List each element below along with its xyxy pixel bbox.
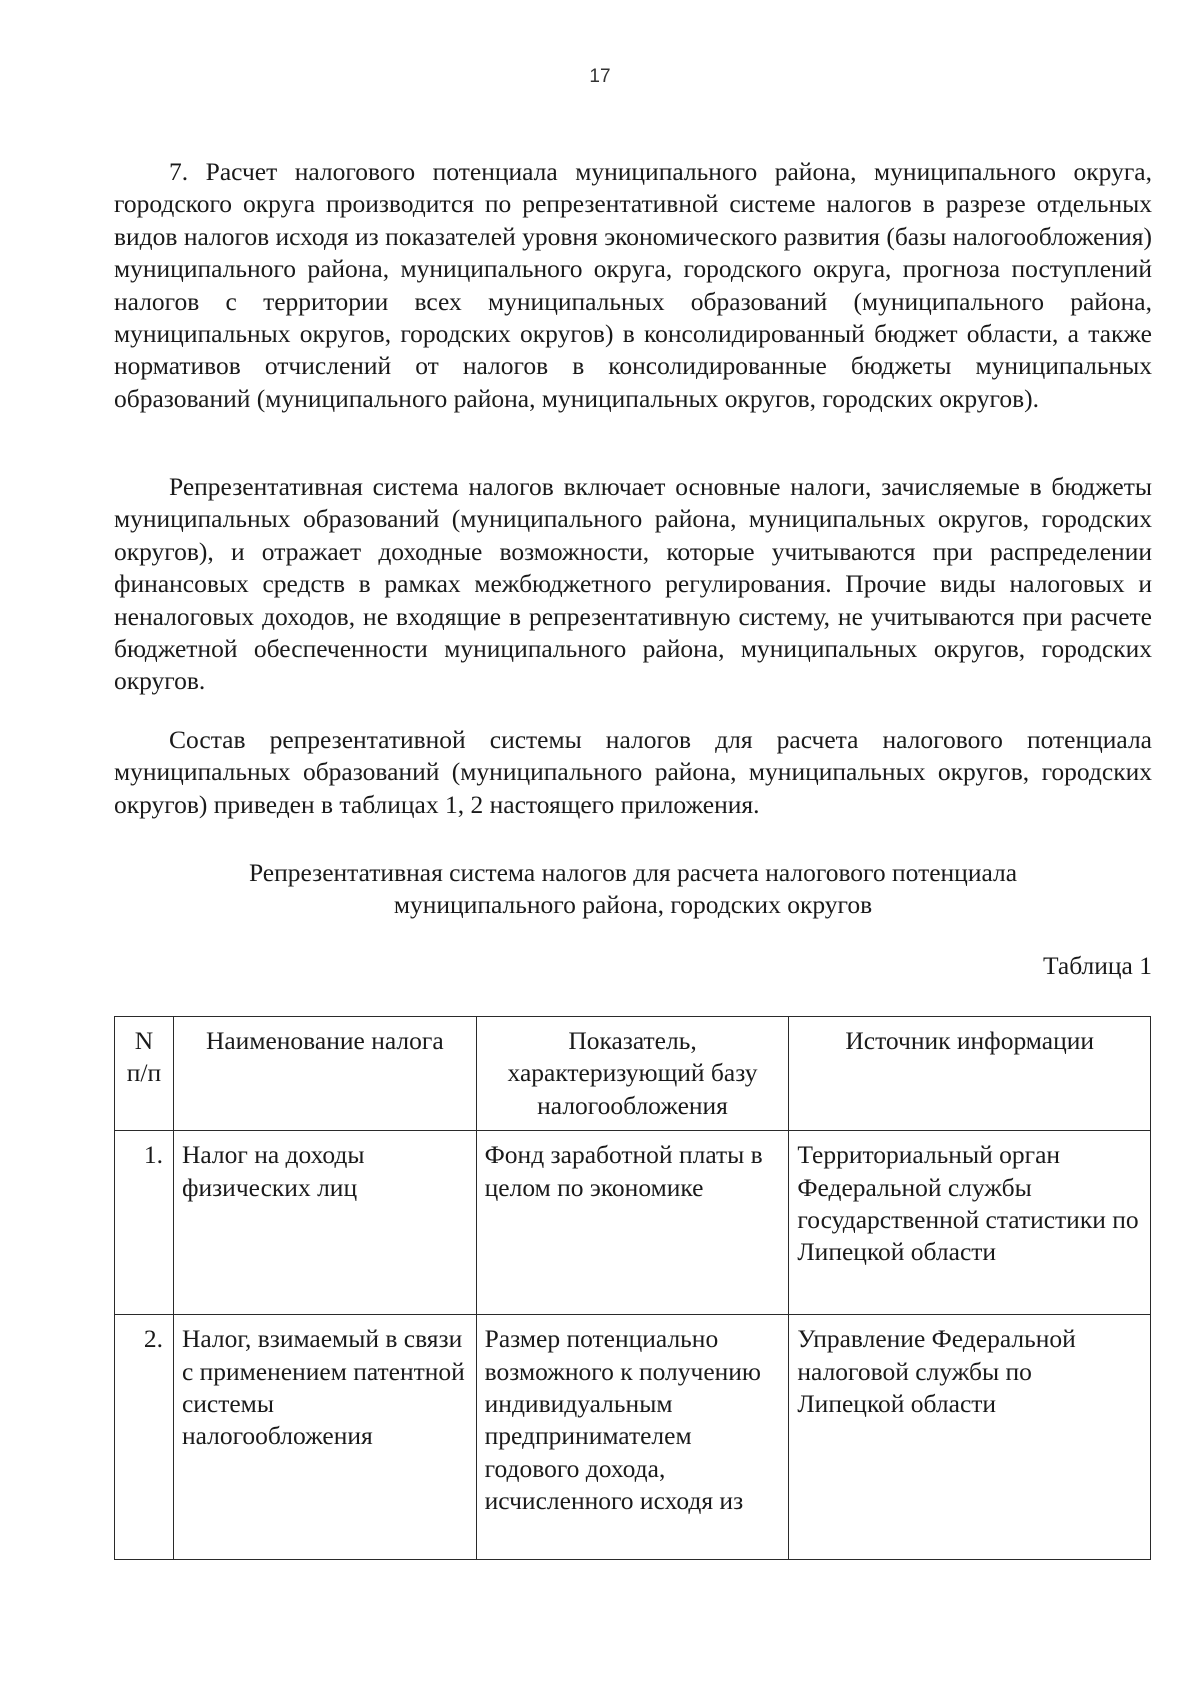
paragraph-calculation-method: 7. Расчет налогового потенциала муниципального района, муниципального округа, городского округа производится по репрезентативной системе налогов в разрезе отдельных видов налогов исходя из показателей уровня экономического развития (базы налогообложения) муниципального района, муниципального округа, городского округа, прогноза поступлений налогов с территории всех муниципальных образований (муниципального района, муниципальных округов, городских округов) в консолидированный бюджет области, а также нормативов отчислений от налогов в консолидированные бюджеты муниципальных образований (муниципального района, муниципальных округов, городских округов). <box>114 157 1152 413</box>
header-number-line2: п/п <box>126 1058 162 1088</box>
header-number-line1: N <box>134 1026 154 1055</box>
row-source: Территориальный орган Федеральной службы государственной статистики по Липецкой области <box>789 1131 1151 1315</box>
row-number: 1. <box>115 1131 174 1315</box>
header-indicator: Показатель, характеризующий базу налогообложения <box>476 1017 789 1131</box>
header-number <box>115 1017 174 1131</box>
row-source: Управление Федеральной налоговой службы по Липецкой области <box>789 1315 1151 1560</box>
table-row <box>115 1131 1151 1315</box>
table-row <box>115 1315 1151 1560</box>
row-number: 2. <box>115 1315 174 1560</box>
page-number: 17 <box>589 66 611 87</box>
table-heading <box>114 857 1152 922</box>
table-heading-line1: Репрезентативная система налогов для расчета налогового потенциала <box>248 858 1018 887</box>
row-tax-name: Налог, взимаемый в связи с применением патентной системы налогообложения <box>173 1315 476 1560</box>
table-heading-line2: муниципального района, городских округов <box>393 890 873 920</box>
table-header-row <box>115 1017 1151 1131</box>
row-indicator: Фонд заработной платы в целом по экономике <box>476 1131 789 1315</box>
header-source: Источник информации <box>789 1017 1151 1131</box>
tax-system-table <box>114 1016 1151 1560</box>
paragraph-composition-reference: Состав репрезентативной системы налогов для расчета налогового потенциала муниципальных образований (муниципального района, муниципальных округов, городских округов) приведен в таблицах 1, 2 настоящего приложения. <box>114 725 1152 819</box>
row-tax-name: Налог на доходы физических лиц <box>173 1131 476 1315</box>
row-indicator: Размер потенциально возможного к получению индивидуальным предпринимателем годового дохода, исчисленного исходя из <box>476 1315 789 1560</box>
paragraph-representative-system: Репрезентативная система налогов включает основные налоги, зачисляемые в бюджеты муниципальных образований (муниципального района, муниципальных округов, городских округов), и отражает доходные возможности, которые учитываются при распределении финансовых средств в рамках межбюджетного регулирования. Прочие виды налоговых и неналоговых доходов, не входящие в репрезентативную систему, не учитываются при расчете бюджетной обеспеченности муниципального района, муниципальных округов, городских округов. <box>114 472 1152 696</box>
header-tax-name: Наименование налога <box>173 1017 476 1131</box>
table-label: Таблица 1 <box>1042 951 1152 980</box>
